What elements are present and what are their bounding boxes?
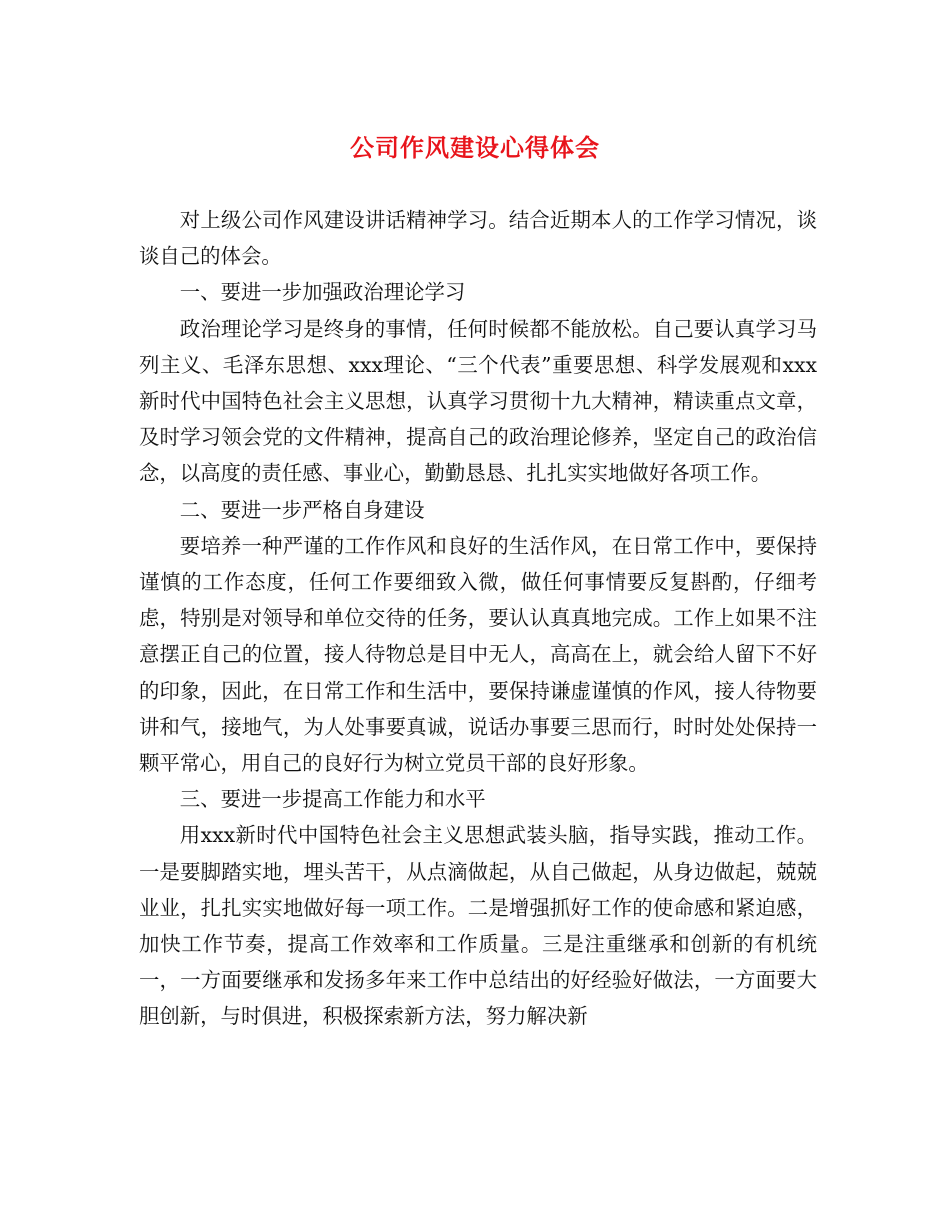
section-heading-3: 三、要进一步提高工作能力和水平: [179, 787, 486, 812]
document-body: [139, 202, 817, 1035]
section-paragraph-1: 政治理论学习是终身的事情，任何时候都不能放松。自己要认真学习马列主义、毛泽东思想、xxx理论、“三个代表”重要思想、科学发展观和xxx新时代中国特色社会主义思想，认真学习贯彻十九大精神，精读重点文章，及时学习领会党的文件精神，提高自己的政治理论修养，坚定自己的政治信念，以高度的责任感、事业心，勤勤恳恳、扎扎实实地做好各项工作。: [139, 316, 817, 486]
document-title: 公司作风建设心得体会: [350, 133, 600, 162]
section-heading-1: 一、要进一步加强政治理论学习: [179, 280, 466, 305]
section-heading-2: 二、要进一步严格自身建设: [179, 497, 425, 522]
section-paragraph-2: 要培养一种严谨的工作作风和良好的生活作风，在日常工作中，要保持谨慎的工作态度，任何工作要细致入微，做任何事情要反复斟酌，仔细考虑，特别是对领导和单位交待的任务，要认认真真地完成。工作上如果不注意摆正自己的位置，接人待物总是目中无人，高高在上，就会给人留下不好的印象，因此，在日常工作和生活中，要保持谦虚谨慎的作风，接人待物要讲和气，接地气，为人处事要真诚，说话办事要三思而行，时时处处保持一颗平常心，用自己的良好行为树立党员干部的良好形象。: [139, 533, 817, 776]
section-paragraph-3: 用xxx新时代中国特色社会主义思想武装头脑，指导实践，推动工作。一是要脚踏实地，埋头苦干，从点滴做起，从自己做起，从身边做起，兢兢业业，扎扎实实地做好每一项工作。二是增强抓好工作的使命感和紧迫感，加快工作节奏，提高工作效率和工作质量。三是注重继承和创新的有机统一，一方面要继承和发扬多年来工作中总结出的好经验好做法，一方面要大胆创新，与时俱进，积极探索新方法，努力解决新: [139, 823, 817, 1029]
intro-paragraph: 对上级公司作风建设讲话精神学习。结合近期本人的工作学习情况，谈谈自己的体会。: [139, 208, 817, 269]
